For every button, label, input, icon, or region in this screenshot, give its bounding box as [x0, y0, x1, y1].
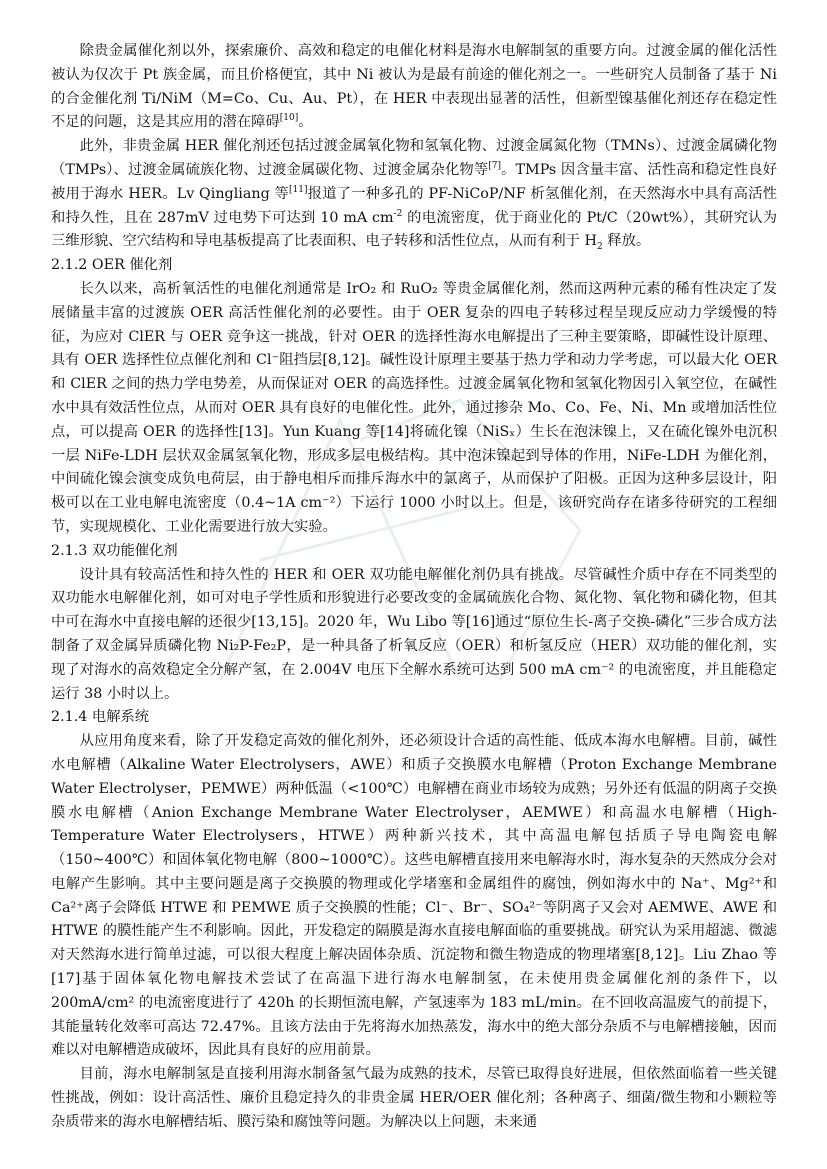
section-heading: 2.1.4 电解系统	[51, 709, 150, 726]
paragraph: 长久以来，高析氧活性的电催化剂通常是 IrO₂ 和 RuO₂ 等贵金属催化剂，然而这两种元素的稀有性决定了发展储量丰富的过渡族 OER 高活性催化剂的必要性。由于 OER 复杂的四电子转移过程呈现反应动力学缓慢的特征，为应对 ClER 与 OER 竞争这一挑战，针对 OER 的选择性海水电解提出了三种主要策略，即碱性设计原理、具有 OER 选择性位点催化剂和 Cl⁻阻挡层[8,12]。碱性设计原理主要基于热力学和动力学考虑，可以最大化 OER 和 ClER 之间的热力学电势差，从而保证对 OER 的高选择性。过渡金属氧化物和氢氧化物因引入氧空位，在碱性水中具有效活性位点，从而对 OER 具有良好的电催化性。此外，通过掺杂 Mo、Co、Fe、Ni、Mn 或增加活性位点，可以提高 OER 的选择性[13]。Yun Kuang 等[14]将硫化镍（NiSₓ）生长在泡沫镍上，又在硫化镍外电沉积一层 NiFe-LDH 层状双金属氢氧化物，形成多层电极结构。其中泡沫镍起到导体的作用，NiFe-LDH 为催化剂，中间硫化镍会演变成负电荷层，由于静电相斥而排斥海水中的氯离子，从而保护了阳极。正因为这种多层设计，阳极可以在工业电解电流密度（0.4~1A cm⁻²）下运行 1000 小时以上。但是，该研究尚存在诸多待研究的工程细节，实现规模化、工业化需要进行放大实验。	[51, 280, 777, 535]
section-heading: 2.1.2 OER 催化剂	[51, 257, 173, 274]
paragraph: 设计具有较高活性和持久性的 HER 和 OER 双功能电解催化剂仍具有挑战。尽管碱性介质中存在不同类型的双功能水电解催化剂，如可对电子学性质和形貌进行必要改变的金属硫族化合物、氮化物、氧化物和磷化物，但其中可在海水中直接电解的还很少[13,15]。2020 年，Wu Libo 等[16]通过“原位生长-离子交换-磷化”三步合成方法制备了双金属异质磷化物 Ni₂P-Fe₂P，是一种具备了析氧反应（OER）和析氢反应（HER）双功能的催化剂，实现了对海水的高效稳定全分解产氢，在 2.004V 电压下全解水系统可达到 500 mA cm⁻² 的电流密度，并且能稳定运行 38 小时以上。	[51, 566, 778, 702]
paragraph: 除贵金属催化剂以外，探索廉价、高效和稳定的电催化材料是海水电解制氢的重要方向。过渡金属的催化活性被认为仅次于 Pt 族金属，而且价格便宜，其中 Ni 被认为是最有前途的催化剂之一。一些研究人员制备了基于 Ni 的合金催化剂 Ti/NiM（M=Co、Cu、Au、Pt），在 HER 中表现出显著的活性，但新型镍基催化剂还存在稳定性不足的问题，这是其应用的潜在障碍[10]。	[51, 43, 777, 131]
section-heading: 2.1.3 双功能催化剂	[51, 542, 178, 559]
paragraph: 目前，海水电解制氢是直接利用海水制备氢气最为成熟的技术，尽管已取得良好进展，但依然面临着一些关键性挑战，例如：设计高活性、廉价且稳定持久的非贵金属 HER/OER 催化剂；各种离子、细菌/微生物和小颗粒等杂质带来的海水电解槽结垢、膜污染和腐蚀等问题。为解决以上问题，未来通	[51, 1066, 777, 1130]
document-body	[51, 40, 777, 1135]
paragraph: 从应用角度来看，除了开发稳定高效的催化剂外，还必须设计合适的高性能、低成本海水电解槽。目前，碱性水电解槽（Alkaline Water Electrolysers，AWE）和质子交换膜水电解槽（Proton Exchange Membrane Water Electrolyser，PEMWE）两种低温（<100℃）电解槽在商业市场较为成熟；另外还有低温的阴离子交换膜水电解槽（Anion Exchange Membrane Water Electrolyser，AEMWE）和高温水电解槽（High-Temperature Water Electrolysers，HTWE）两种新兴技术，其中高温电解包括质子导电陶瓷电解（150~400℃）和固体氧化物电解（800~1000℃）。这些电解槽直接用来电解海水时，海水复杂的天然成分会对电解产生影响。其中主要问题是离子交换膜的物理或化学堵塞和金属组件的腐蚀，例如海水中的 Na⁺、Mg²⁺和 Ca²⁺离子会降低 HTWE 和 PEMWE 质子交换膜的性能；Cl⁻、Br⁻、SO₄²⁻等阴离子又会对 AEMWE、AWE 和 HTWE 的膜性能产生不利影响。因此，开发稳定的隔膜是海水直接电解面临的重要挑战。研究认为采用超滤、微滤对天然海水进行简单过滤，可以很大程度上解决固体杂质、沉淀物和微生物造成的物理堵塞[8,12]。Liu Zhao 等[17]基于固体氧化物电解技术尝试了在高温下进行海水电解制氢，在未使用贵金属催化剂的条件下，以 200mA/cm² 的电流密度进行了 420h 的长期恒流电解，产氢速率为 183 mL/min。在不回收高温废气的前提下，其能量转化效率可高达 72.47%。且该方法由于先将海水加热蒸发，海水中的绝大部分杂质不与电解槽接触，因而难以对电解槽造成破坏，因此具有良好的应用前景。	[51, 733, 777, 1059]
paragraph: 此外，非贵金属 HER 催化剂还包括过渡金属氧化物和氢氧化物、过渡金属氮化物（TMNs）、过渡金属磷化物（TMPs）、过渡金属硫族化物、过渡金属碳化物、过渡金属杂化物等[7]。TMPs 因含量丰富、活性高和稳定性良好被用于海水 HER。Lv Qingliang 等[11]报道了一种多孔的 PF-NiCoP/NF 析氢催化剂，在天然海水中具有高活性和持久性，且在 287mV 过电势下可达到 10 mA $cm^{-2}$ 的电流密度，优于商业化的 Pt/C（20wt%），其研究认为三维形貌、空穴结构和导电基板提高了比表面积、电子转移和活性位点，从而有利于 $H_2$ 释放。	[51, 138, 777, 253]
